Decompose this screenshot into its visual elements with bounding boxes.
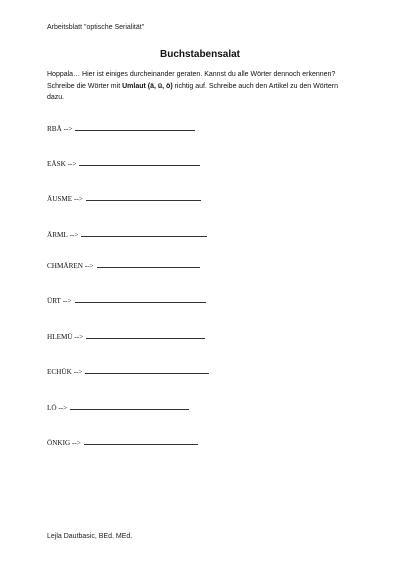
answer-line[interactable] xyxy=(75,301,206,303)
worksheet-header-note: Arbeitsblatt "optische Serialität" xyxy=(47,24,145,31)
arrow-text: --> xyxy=(63,125,73,133)
scrambled-word: EÄSK xyxy=(47,160,66,168)
answer-line[interactable] xyxy=(70,408,189,410)
word-item-6 xyxy=(47,297,206,305)
answer-line[interactable] xyxy=(85,372,209,374)
scrambled-word: HLEMÜ xyxy=(47,333,73,341)
arrow-text: --> xyxy=(84,262,94,270)
arrow-text: --> xyxy=(69,231,79,239)
word-item-8 xyxy=(47,368,209,376)
arrow-text: --> xyxy=(58,404,68,412)
answer-line[interactable] xyxy=(81,235,207,237)
scrambled-word: ÜRT xyxy=(47,297,61,305)
instructions-text-part1: Hoppala… Hier ist einiges durcheinander geraten. Kannst du alle Wörter dennoch erkennen? Schreibe die Wörter mit xyxy=(47,71,336,90)
answer-line[interactable] xyxy=(75,129,195,131)
answer-line[interactable] xyxy=(79,164,200,166)
word-item-3 xyxy=(47,195,201,203)
arrow-text: --> xyxy=(73,368,83,376)
word-item-1 xyxy=(47,125,195,133)
word-item-4 xyxy=(47,231,207,239)
word-item-7 xyxy=(47,333,205,341)
arrow-text: --> xyxy=(62,297,72,305)
word-item-10 xyxy=(47,439,198,447)
arrow-text: --> xyxy=(71,439,81,447)
answer-line[interactable] xyxy=(84,443,198,445)
scrambled-word: ÖNKIG xyxy=(47,439,71,447)
author-footer: Lejla Dautbasic, BEd. MEd. xyxy=(47,533,133,540)
scrambled-word: RBÄ xyxy=(47,125,62,133)
page-title: Buchstabensalat xyxy=(159,49,241,60)
answer-line[interactable] xyxy=(86,337,205,339)
answer-line[interactable] xyxy=(97,266,200,268)
word-item-5 xyxy=(47,262,200,270)
word-item-9 xyxy=(47,404,189,412)
scrambled-word: ÄUSME xyxy=(47,195,73,203)
answer-line[interactable] xyxy=(86,199,201,201)
scrambled-word: ÄRML xyxy=(47,231,68,239)
instructions-paragraph xyxy=(47,69,347,104)
scrambled-word: LÖ xyxy=(47,404,57,412)
instructions-text-part2: richtig auf. Schreibe auch den Artikel zu den Wörtern dazu. xyxy=(47,82,339,101)
word-item-2 xyxy=(47,160,200,168)
scrambled-word: CHMÄREN xyxy=(47,262,83,270)
instructions-text-bold: Umlaut (ä, ü, ö) xyxy=(122,82,173,90)
arrow-text: --> xyxy=(67,160,77,168)
arrow-text: --> xyxy=(73,195,83,203)
scrambled-word: ECHÜK xyxy=(47,368,72,376)
arrow-text: --> xyxy=(74,333,84,341)
